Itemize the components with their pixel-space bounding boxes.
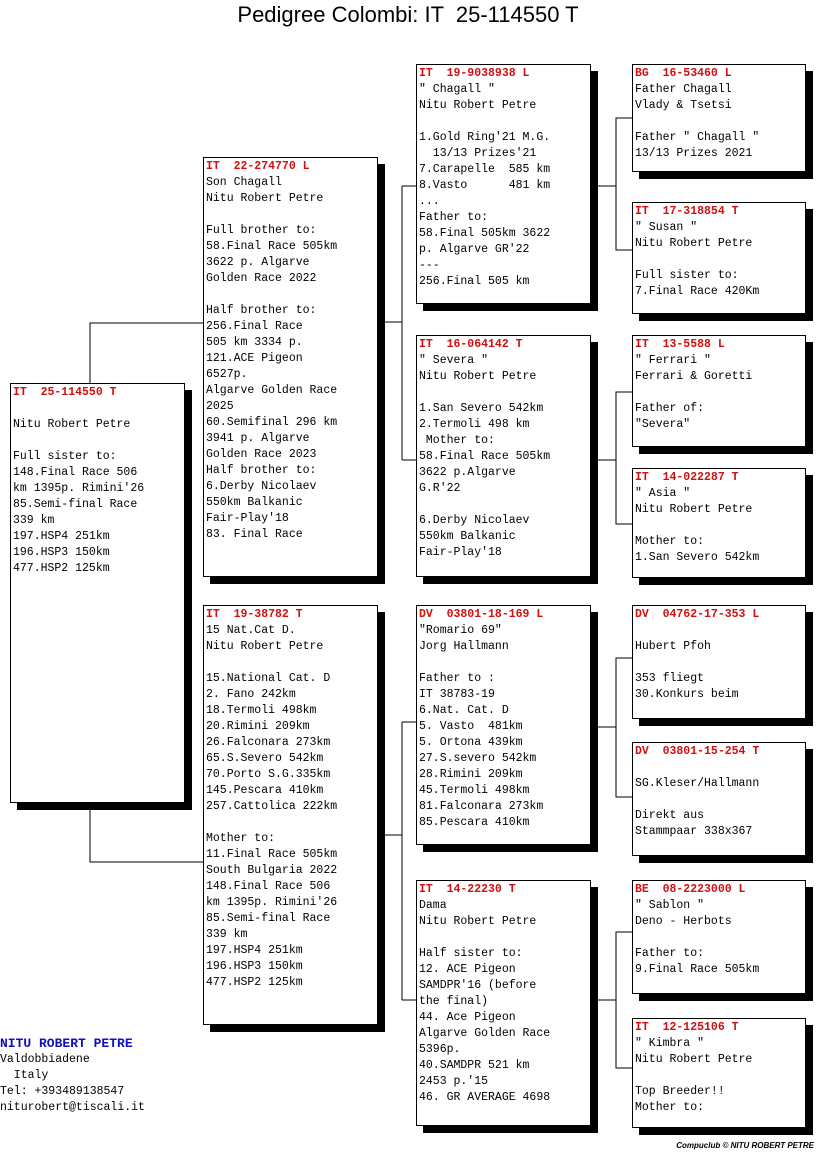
detail-line: 353 fliegt (635, 672, 705, 685)
detail-line: Nitu Robert Petre (419, 915, 537, 928)
detail-line: 9.Final Race 505km (635, 963, 760, 976)
detail-line: 121.ACE Pigeon (206, 352, 303, 365)
detail-line: 60.Semifinal 296 km (206, 416, 338, 429)
detail-line: Vlady & Tsetsi (635, 99, 732, 112)
detail-line: Golden Race 2022 (206, 272, 317, 285)
ring-number: IT 22-274770 L (206, 160, 310, 173)
detail-line: 11.Final Race 505km (206, 848, 338, 861)
detail-line (419, 114, 588, 130)
detail-line: " Ferrari " (635, 354, 711, 367)
detail-line: 46. GR AVERAGE 4698 (419, 1091, 551, 1104)
bird-details (635, 623, 803, 703)
detail-line: 550km Balkanic (206, 496, 303, 509)
detail-line: G.R'22 (419, 482, 461, 495)
detail-line: 58.Final 505km 3622 (419, 227, 551, 240)
detail-line: " Severa " (419, 354, 489, 367)
detail-line (635, 1068, 803, 1084)
detail-line: 196.HSP3 150km (13, 546, 110, 559)
detail-line: Full brother to: (206, 224, 317, 237)
detail-line: Hubert Pfoh (635, 640, 711, 653)
detail-line: 18.Termoli 498km (206, 704, 317, 717)
detail-line: km 1395p. Rimini'26 (13, 482, 145, 495)
detail-line: Top Breeder!! (635, 1085, 725, 1098)
breeder-country: Italy (0, 1069, 49, 1082)
pedigree-card-dam-sire-sire (632, 605, 806, 719)
detail-line: Son Chagall (206, 176, 282, 189)
pedigree-card-sire-dam-sire (632, 335, 806, 447)
detail-line: Algarve Golden Race (419, 1027, 551, 1040)
detail-line (635, 792, 803, 808)
detail-line: Nitu Robert Petre (206, 192, 324, 205)
detail-line (206, 207, 375, 223)
detail-line: 2025 (206, 400, 234, 413)
detail-line: 27.S.severo 542km (419, 752, 537, 765)
detail-line: 2453 p.'15 (419, 1075, 489, 1088)
detail-line: 8.Vasto 481 km (419, 179, 551, 192)
breeder-name: NITU ROBERT PETRE (0, 1036, 133, 1051)
detail-line: 5. Ortona 439km (419, 736, 523, 749)
detail-line: Nitu Robert Petre (419, 99, 537, 112)
detail-line: 550km Balkanic (419, 530, 516, 543)
breeder-phone: Tel: +393489138547 (0, 1085, 125, 1098)
ring-number: IT 19-9038938 L (419, 67, 530, 80)
detail-line: " Asia " (635, 487, 691, 500)
bird-details (635, 486, 803, 566)
ring-number: DV 03801-18-169 L (419, 608, 544, 621)
detail-line: 1.San Severo 542km (635, 551, 760, 564)
detail-line (206, 655, 375, 671)
detail-line: 477.HSP2 125km (13, 562, 110, 575)
detail-line: 2.Termoli 498 km (419, 418, 530, 431)
detail-line: " Sablon " (635, 899, 705, 912)
detail-line: Ferrari & Goretti (635, 370, 753, 383)
detail-line: 12. ACE Pigeon (419, 963, 516, 976)
bird-details (419, 898, 588, 1106)
detail-line: 13/13 Prizes 2021 (635, 147, 753, 160)
detail-line: 3622 p.Algarve (419, 466, 516, 479)
detail-line: 83. Final Race (206, 528, 303, 541)
detail-line: SAMDPR'16 (before (419, 979, 537, 992)
ring-number: IT 14-22230 T (419, 883, 516, 896)
detail-line: ... (419, 195, 440, 208)
breeder-email[interactable]: niturobert@tiscali.it (0, 1101, 145, 1114)
detail-line: 257.Cattolica 222km (206, 800, 338, 813)
detail-line: 70.Porto S.G.335km (206, 768, 331, 781)
footer-credit: Compuclub © NITU ROBERT PETRE (676, 1141, 814, 1150)
detail-line: 81.Falconara 273km (419, 800, 544, 813)
ring-number: BE 08-2223000 L (635, 883, 746, 896)
detail-line: Nitu Robert Petre (206, 640, 324, 653)
detail-line: 256.Final 505 km (419, 275, 530, 288)
bird-details (13, 401, 182, 577)
detail-line: " Kimbra " (635, 1037, 705, 1050)
detail-line: 15 Nat.Cat D. (206, 624, 296, 637)
detail-line: 148.Final Race 506 (206, 880, 331, 893)
detail-line: 148.Final Race 506 (13, 466, 138, 479)
detail-line: Mother to: (206, 832, 276, 845)
connector-dam-dam-parents (590, 932, 633, 1068)
bird-details (635, 760, 803, 840)
pedigree-card-sire-dam (416, 335, 591, 577)
ring-number: IT 14-022287 T (635, 471, 739, 484)
detail-line: Deno - Herbots (635, 915, 732, 928)
detail-line: 26.Falconara 273km (206, 736, 331, 749)
pedigree-card-sire-sire (416, 64, 591, 304)
bird-details (635, 1036, 803, 1116)
detail-line: 13/13 Prizes'21 (419, 147, 537, 160)
detail-line: SG.Kleser/Hallmann (635, 777, 760, 790)
bird-details (419, 353, 588, 561)
detail-line: Stammpaar 338x367 (635, 825, 753, 838)
bird-details (206, 623, 375, 991)
detail-line: p. Algarve GR'22 (419, 243, 530, 256)
detail-line: Full sister to: (635, 269, 739, 282)
pedigree-card-sire-dam-dam (632, 468, 806, 578)
ring-number: IT 19-38782 T (206, 608, 303, 621)
detail-line: 7.Final Race 420Km (635, 285, 760, 298)
detail-line: Father of: (635, 402, 705, 415)
pedigree-card-sire (203, 157, 378, 577)
ring-number: BG 16-53460 L (635, 67, 732, 80)
page-title: Pedigree Colombi: IT 25-114550 T (237, 2, 579, 27)
detail-line (635, 385, 803, 401)
detail-line: 30.Konkurs beim (635, 688, 739, 701)
pedigree-card-dam-dam (416, 880, 591, 1126)
detail-line: Half sister to: (419, 947, 523, 960)
detail-line: Dama (419, 899, 447, 912)
detail-line (419, 655, 588, 671)
detail-line: 45.Termoli 498km (419, 784, 530, 797)
detail-line: Half brother to: (206, 304, 317, 317)
detail-line: " Susan " (635, 221, 698, 234)
detail-line: Jorg Hallmann (419, 640, 509, 653)
detail-line: 6.Nat. Cat. D (419, 704, 509, 717)
detail-line: 20.Rimini 209km (206, 720, 310, 733)
detail-line: 256.Final Race (206, 320, 303, 333)
detail-line: Father to: (419, 211, 489, 224)
detail-line: Half brother to: (206, 464, 317, 477)
detail-line (635, 930, 803, 946)
detail-line: Fair-Play'18 (206, 512, 289, 525)
detail-line: 6.Derby Nicolaev (206, 480, 317, 493)
ring-number: IT 25-114550 T (13, 386, 117, 399)
detail-line: 5396p. (419, 1043, 461, 1056)
ring-number: IT 13-5588 L (635, 338, 725, 351)
ring-number: DV 04762-17-353 L (635, 608, 760, 621)
detail-line (635, 760, 803, 776)
detail-line: --- (419, 259, 440, 272)
detail-line: km 1395p. Rimini'26 (206, 896, 338, 909)
detail-line: 3622 p. Algarve (206, 256, 310, 269)
bird-details (635, 82, 803, 162)
connector-subject-dam (90, 803, 204, 862)
detail-line: 65.S.Severo 542km (206, 752, 324, 765)
detail-line: 197.HSP4 251km (206, 944, 303, 957)
detail-line (635, 655, 803, 671)
detail-line: 7.Carapelle 585 km (419, 163, 551, 176)
detail-line: Mother to: (635, 535, 705, 548)
detail-line: 85.Semi-final Race (13, 498, 138, 511)
detail-line: 85.Pescara 410km (419, 816, 530, 829)
detail-line: 58.Final Race 505km (419, 450, 551, 463)
connector-sire-sire-parents (590, 118, 633, 250)
ring-number: DV 03801-15-254 T (635, 745, 760, 758)
detail-line (206, 287, 375, 303)
detail-line: 2. Fano 242km (206, 688, 296, 701)
detail-line: Father to : (419, 672, 495, 685)
detail-line (419, 497, 588, 513)
detail-line: South Bulgaria 2022 (206, 864, 338, 877)
detail-line (13, 401, 182, 417)
detail-line: Nitu Robert Petre (635, 503, 753, 516)
detail-line: Golden Race 2023 (206, 448, 317, 461)
detail-line: Nitu Robert Petre (419, 370, 537, 383)
bird-details (419, 82, 588, 290)
pedigree-card-dam-dam-sire (632, 880, 806, 994)
detail-line: Nitu Robert Petre (635, 1053, 753, 1066)
bird-details (635, 898, 803, 978)
detail-line: Father to: (635, 947, 705, 960)
pedigree-card-sire-sire-sire (632, 64, 806, 172)
detail-line: Father " Chagall " (635, 131, 760, 144)
connector-subject-sire (90, 323, 204, 383)
detail-line: " Chagall " (419, 83, 495, 96)
detail-line: Algarve Golden Race (206, 384, 338, 397)
detail-line: 339 km (206, 928, 248, 941)
detail-line (635, 623, 803, 639)
detail-line: Nitu Robert Petre (635, 237, 753, 250)
detail-line: 28.Rimini 209km (419, 768, 523, 781)
detail-line (206, 815, 375, 831)
ring-number: IT 17-318854 T (635, 205, 739, 218)
pedigree-card-dam-dam-dam (632, 1018, 806, 1128)
breeder-city: Valdobbiadene (0, 1053, 90, 1066)
detail-line: 5. Vasto 481km (419, 720, 523, 733)
detail-line: Mother to: (419, 434, 495, 447)
breeder-contact (0, 1036, 145, 1116)
detail-line: 339 km (13, 514, 55, 527)
detail-line: 15.National Cat. D (206, 672, 331, 685)
detail-line: Fair-Play'18 (419, 546, 502, 559)
detail-line: Nitu Robert Petre (13, 418, 131, 431)
pedigree-card-dam (203, 605, 378, 1025)
pedigree-card-subject (10, 383, 185, 803)
detail-line: IT 38783-19 (419, 688, 495, 701)
detail-line: 44. Ace Pigeon (419, 1011, 516, 1024)
detail-line: 505 km 3334 p. (206, 336, 303, 349)
detail-line: 85.Semi-final Race (206, 912, 331, 925)
connector-sire-dam-parents (590, 392, 633, 524)
bird-details (419, 623, 588, 831)
detail-line: Direkt aus (635, 809, 705, 822)
detail-line: 40.SAMDPR 521 km (419, 1059, 530, 1072)
pedigree-card-dam-sire-dam (632, 742, 806, 856)
pedigree-card-sire-sire-dam (632, 202, 806, 314)
connector-dam-sire-parents (590, 658, 633, 797)
detail-line: 196.HSP3 150km (206, 960, 303, 973)
detail-line: Full sister to: (13, 450, 117, 463)
detail-line (635, 252, 803, 268)
detail-line: 1.San Severo 542km (419, 402, 544, 415)
detail-line: 6.Derby Nicolaev (419, 514, 530, 527)
bird-details (206, 175, 375, 543)
detail-line: 145.Pescara 410km (206, 784, 324, 797)
detail-line: 58.Final Race 505km (206, 240, 338, 253)
detail-line: "Romario 69" (419, 624, 502, 637)
detail-line (419, 930, 588, 946)
detail-line (13, 433, 182, 449)
detail-line: the final) (419, 995, 489, 1008)
detail-line (635, 114, 803, 130)
detail-line: 3941 p. Algarve (206, 432, 310, 445)
detail-line: 6527p. (206, 368, 248, 381)
detail-line (635, 518, 803, 534)
detail-line: 477.HSP2 125km (206, 976, 303, 989)
detail-line: "Severa" (635, 418, 691, 431)
pedigree-card-dam-sire (416, 605, 591, 845)
detail-line: Mother to: (635, 1101, 705, 1114)
ring-number: IT 16-064142 T (419, 338, 523, 351)
detail-line: 1.Gold Ring'21 M.G. (419, 131, 551, 144)
detail-line: Father Chagall (635, 83, 732, 96)
bird-details (635, 353, 803, 433)
detail-line: 197.HSP4 251km (13, 530, 110, 543)
ring-number: IT 12-125106 T (635, 1021, 739, 1034)
detail-line (419, 385, 588, 401)
bird-details (635, 220, 803, 300)
